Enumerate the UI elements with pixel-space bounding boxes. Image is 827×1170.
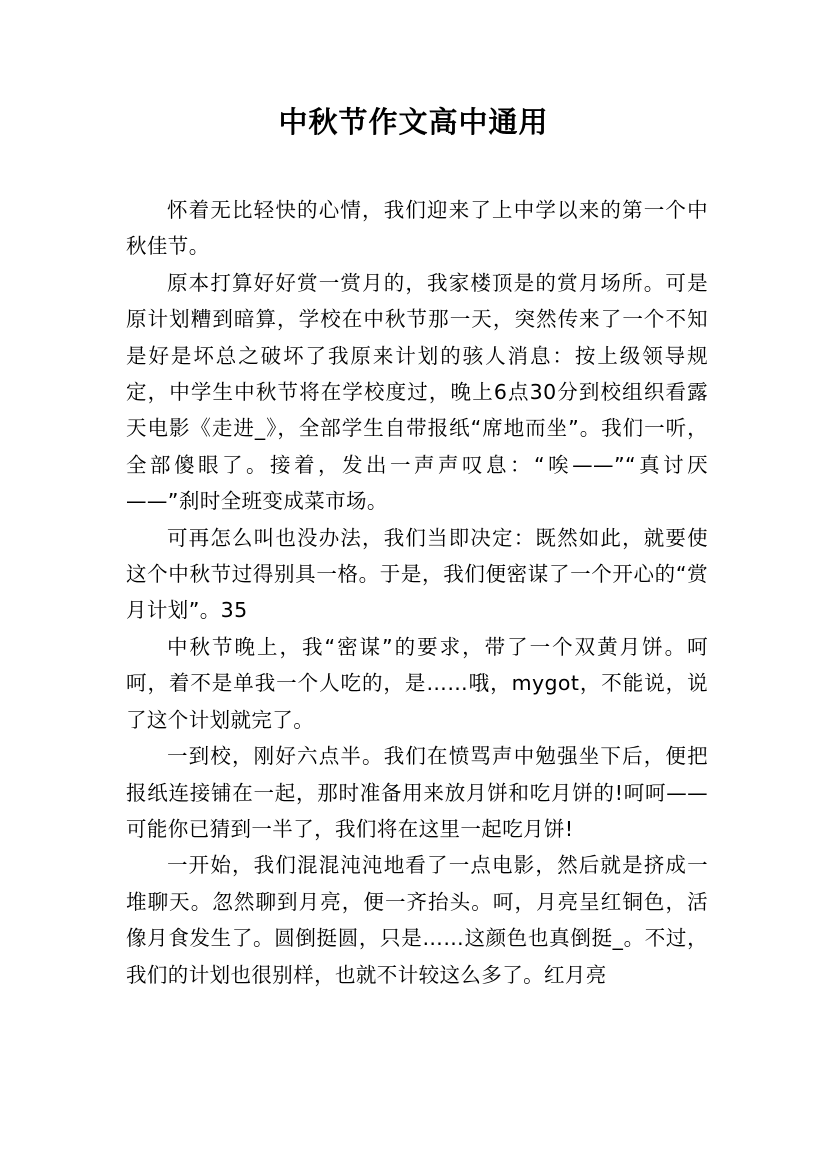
paragraph: 原本打算好好赏一赏月的，我家楼顶是的赏月场所。可是原计划糟到暗算，学校在中秋节那一天，突然传来了一个不知是好是坏总之破坏了我原来计划的骇人消息：按上级领导规定，中学生中秋节将在学校度过，晚上6点30分到校组织看露天电影《走进_》，全部学生自带报纸“席地而坐”。我们一听，全部傻眼了。接着，发出一声声叹息：“唉——”“真讨厌——”刹时全班变成菜市场。 — [126, 270, 708, 514]
document-body — [126, 192, 708, 993]
paragraph: 怀着无比轻快的心情，我们迎来了上中学以来的第一个中秋佳节。 — [126, 198, 708, 259]
document-title: 中秋节作文高中通用 — [278, 105, 549, 139]
paragraph: 一开始，我们混混沌沌地看了一点电影，然后就是挤成一堆聊天。忽然聊到月亮，便一齐抬头。呵，月亮呈红铜色，活像月食发生了。圆倒挺圆，只是……这颜色也真倒挺_。不过，我们的计划也很别样，也就不计较这么多了。红月亮 — [126, 853, 708, 987]
paragraph: 一到校，刚好六点半。我们在愤骂声中勉强坐下后，便把报纸连接铺在一起，那时准备用来放月饼和吃月饼的!呵呵——可能你已猜到一半了，我们将在这里一起吃月饼! — [126, 744, 708, 841]
paragraph: 可再怎么叫也没办法，我们当即决定：既然如此，就要使这个中秋节过得别具一格。于是，我们便密谋了一个开心的“赏月计划”。35 — [126, 525, 708, 623]
paragraph: 中秋节晚上，我“密谋”的要求，带了一个双黄月饼。呵呵，着不是单我一个人吃的，是……哦，mygot，不能说，说了这个计划就完了。 — [126, 634, 708, 732]
